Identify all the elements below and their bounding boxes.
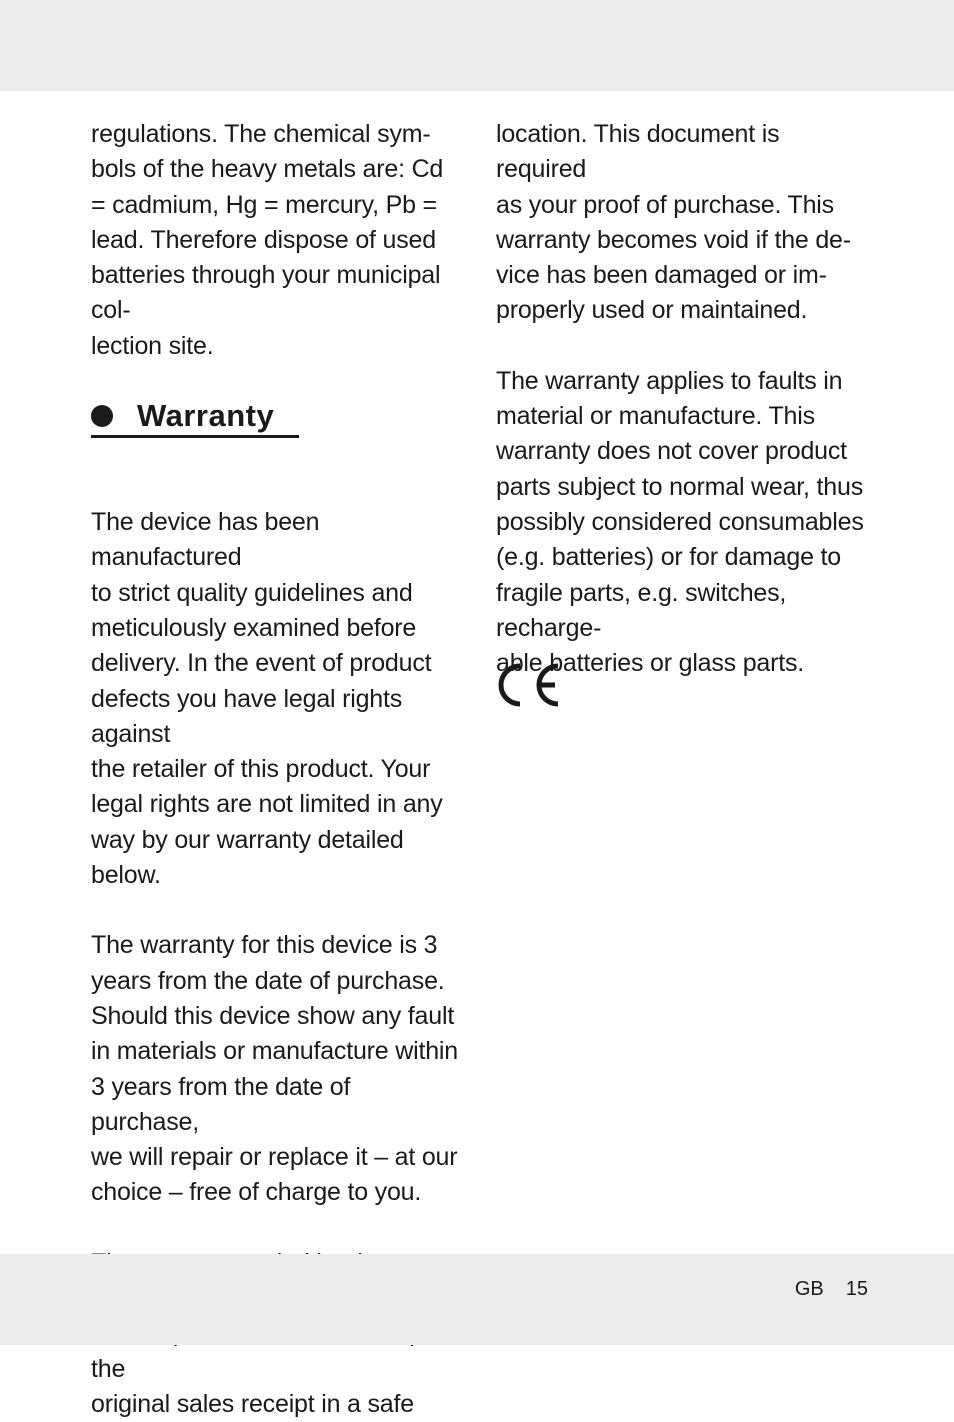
intro-paragraph: regulations. The chemical sym- bols of the heavy metals are: Cd = cadmium, Hg = mercury, Pb = lead. Therefore dispose of used batteries through your municipal col- lection site. xyxy=(91,120,444,360)
heading-underline xyxy=(91,435,299,438)
warranty-paragraph-2: The warranty for this device is 3 years from the date of purchase. Should this device show any fault in materials or manufacture within 3 years from the date of purchase, we will repair or replace it – at our choice – free of charge to you. xyxy=(91,931,458,1207)
warranty-heading xyxy=(91,393,274,438)
language-code: GB xyxy=(794,1278,824,1300)
page-number: 15 xyxy=(845,1278,868,1300)
warranty-paragraph-3: the original sales receipt in a safe xyxy=(91,1354,414,1418)
page-footer xyxy=(795,1278,868,1301)
ce-mark-icon xyxy=(496,662,562,708)
bullet-icon xyxy=(91,405,113,427)
right-column xyxy=(496,117,868,681)
warranty-paragraph-1: The device has been manufactured to strict quality guidelines and meticulously examined before delivery. In the event of product defects you have legal rights against the retailer of this product. Your legal rights are not limited in any way by our warranty detailed below. xyxy=(91,508,443,890)
warranty-paragraph-5: The warranty applies to faults in material or manufacture. This warranty does not cover product parts subject to normal wear, thus possibly considered consumables (e.g. batteries) or for damage to fragile parts, e.g. switches, recharge- able batteries or glass parts. xyxy=(496,366,864,678)
section-title: Warranty xyxy=(137,397,275,433)
left-column xyxy=(91,117,463,1422)
header-band xyxy=(0,0,954,91)
warranty-paragraph-4: location. This document is required as your proof of purchase. This warranty becomes void if the de- vice has been damaged or im- properly used or maintained. xyxy=(496,120,851,325)
